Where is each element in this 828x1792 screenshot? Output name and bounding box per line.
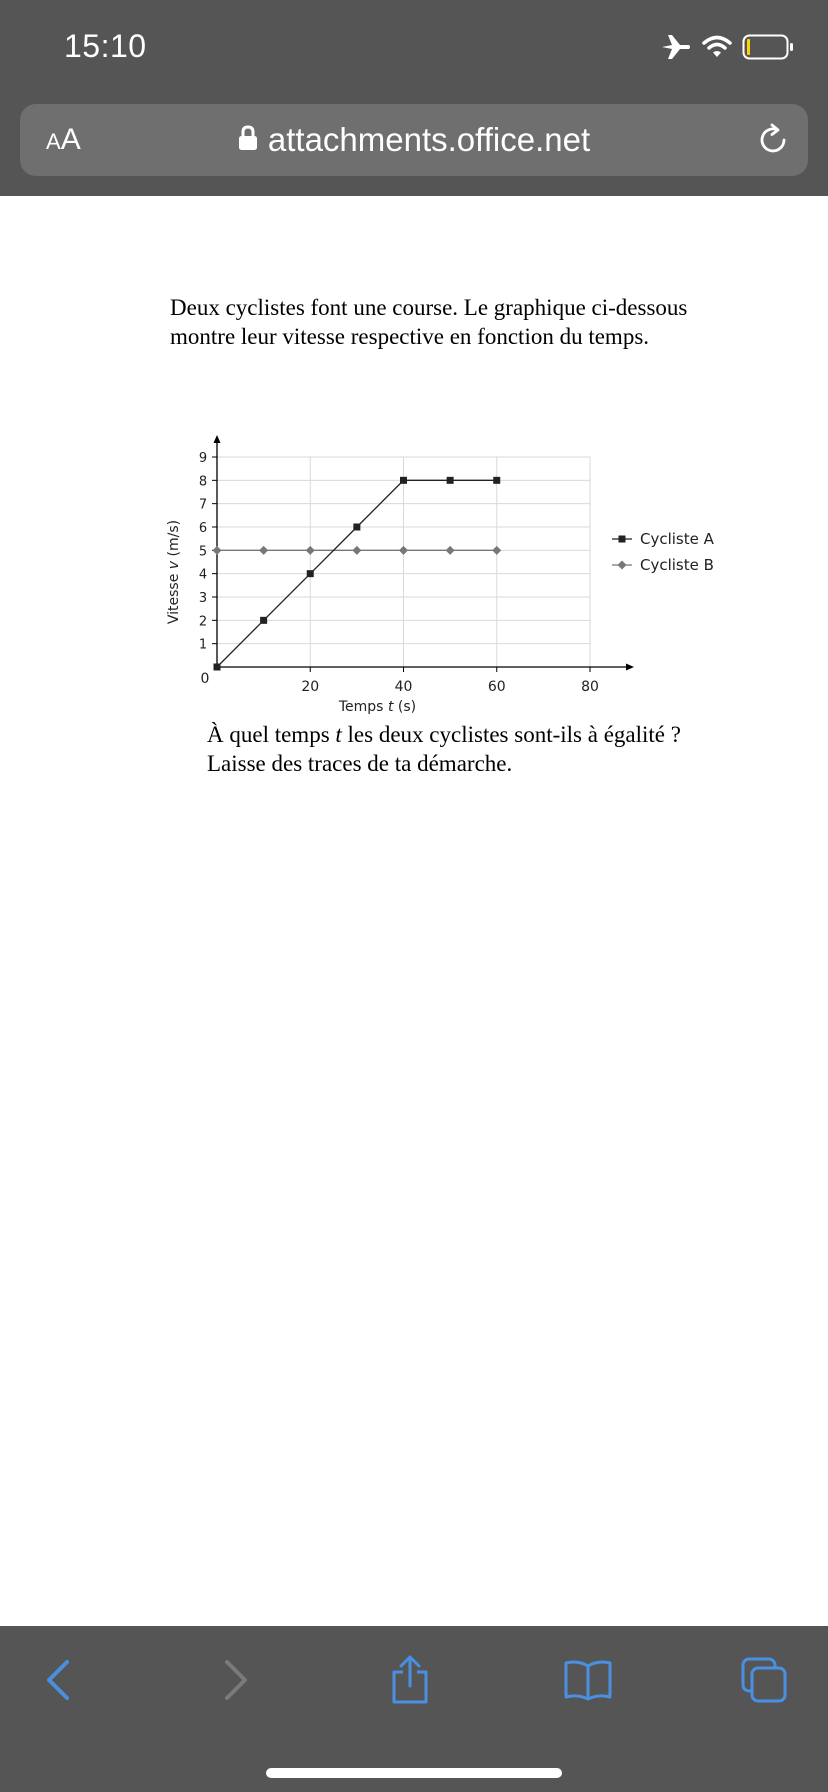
y-tick-label: 4 [198,567,208,583]
airplane-mode-icon [660,33,692,61]
status-icons [660,32,794,62]
x-tick-label: 20 [301,679,320,695]
tabs-button[interactable] [736,1654,792,1710]
y-tick-label: 5 [198,544,208,560]
y-tick-label: 6 [198,521,208,536]
browser-bottom-toolbar [0,1626,828,1792]
question-text-start: À quel temps [207,722,336,747]
question-variable: t [335,722,342,747]
x-tick-label: 60 [487,679,506,695]
data-point-cycliste-a [447,477,454,484]
wifi-icon [702,34,732,60]
bookmarks-button[interactable] [560,1654,616,1710]
y-tick-label: 1 [198,637,208,653]
legend-label-cycliste-a: Cycliste A [640,530,714,548]
home-indicator [266,1768,562,1778]
y-tick-label: 3 [198,591,208,606]
share-button[interactable] [382,1654,438,1710]
browser-top-chrome [0,0,828,196]
data-point-cycliste-b [259,546,268,555]
back-button[interactable] [30,1654,86,1710]
data-point-cycliste-b [399,546,408,555]
reload-icon[interactable] [756,122,792,158]
legend-label-cycliste-b: Cycliste B [640,556,714,574]
data-point-cycliste-b [446,546,455,555]
tabs-icon [740,1656,788,1708]
y-tick-label: 8 [198,474,208,490]
data-point-cycliste-a [493,477,500,484]
x-tick-label: 40 [394,679,413,695]
battery-icon [742,34,794,60]
data-point-cycliste-b [213,546,222,555]
data-point-cycliste-a [214,664,221,671]
speed-time-chart [160,428,740,723]
data-point-cycliste-a [400,477,407,484]
y-axis-title: Vitesse v (m/s) [166,519,182,625]
question-paragraph [207,720,707,778]
intro-paragraph: Deux cyclistes font une course. Le graphique ci-dessous montre leur vitesse respective en fonction du temps. [170,295,688,349]
y-tick-label: 7 [198,497,208,513]
x-tick-label: 80 [581,679,599,695]
data-point-cycliste-b [306,546,315,555]
forward-button[interactable] [208,1654,264,1710]
data-point-cycliste-a [260,617,267,624]
legend-marker-cycliste-b [618,561,627,570]
data-point-cycliste-a [353,524,360,531]
y-axis-arrow [214,435,221,443]
url-text: attachments.office.net [267,121,591,158]
status-time: 15:10 [64,28,147,64]
question-text-end: les deux cyclistes sont-ils à égalité ? Laisse des traces de ta démarche. [207,722,681,776]
chevron-left-icon [43,1658,73,1706]
legend-marker-cycliste-a [619,536,626,543]
x-tick-label: 0 [200,671,210,687]
y-tick-label: 9 [198,451,208,466]
reader-text-size-button[interactable]: AA [46,123,81,156]
y-tick-label: 2 [198,614,208,630]
data-point-cycliste-a [307,570,314,577]
open-book-icon [563,1658,613,1706]
x-axis-title: Temps t (s) [338,699,417,715]
url-field[interactable] [20,104,808,176]
lock-icon [238,125,258,155]
x-axis-arrow [626,664,634,671]
data-point-cycliste-b [352,546,361,555]
address-bar[interactable] [20,104,808,176]
chevron-right-icon [221,1658,251,1706]
data-point-cycliste-b [492,546,501,555]
share-icon [388,1655,432,1709]
